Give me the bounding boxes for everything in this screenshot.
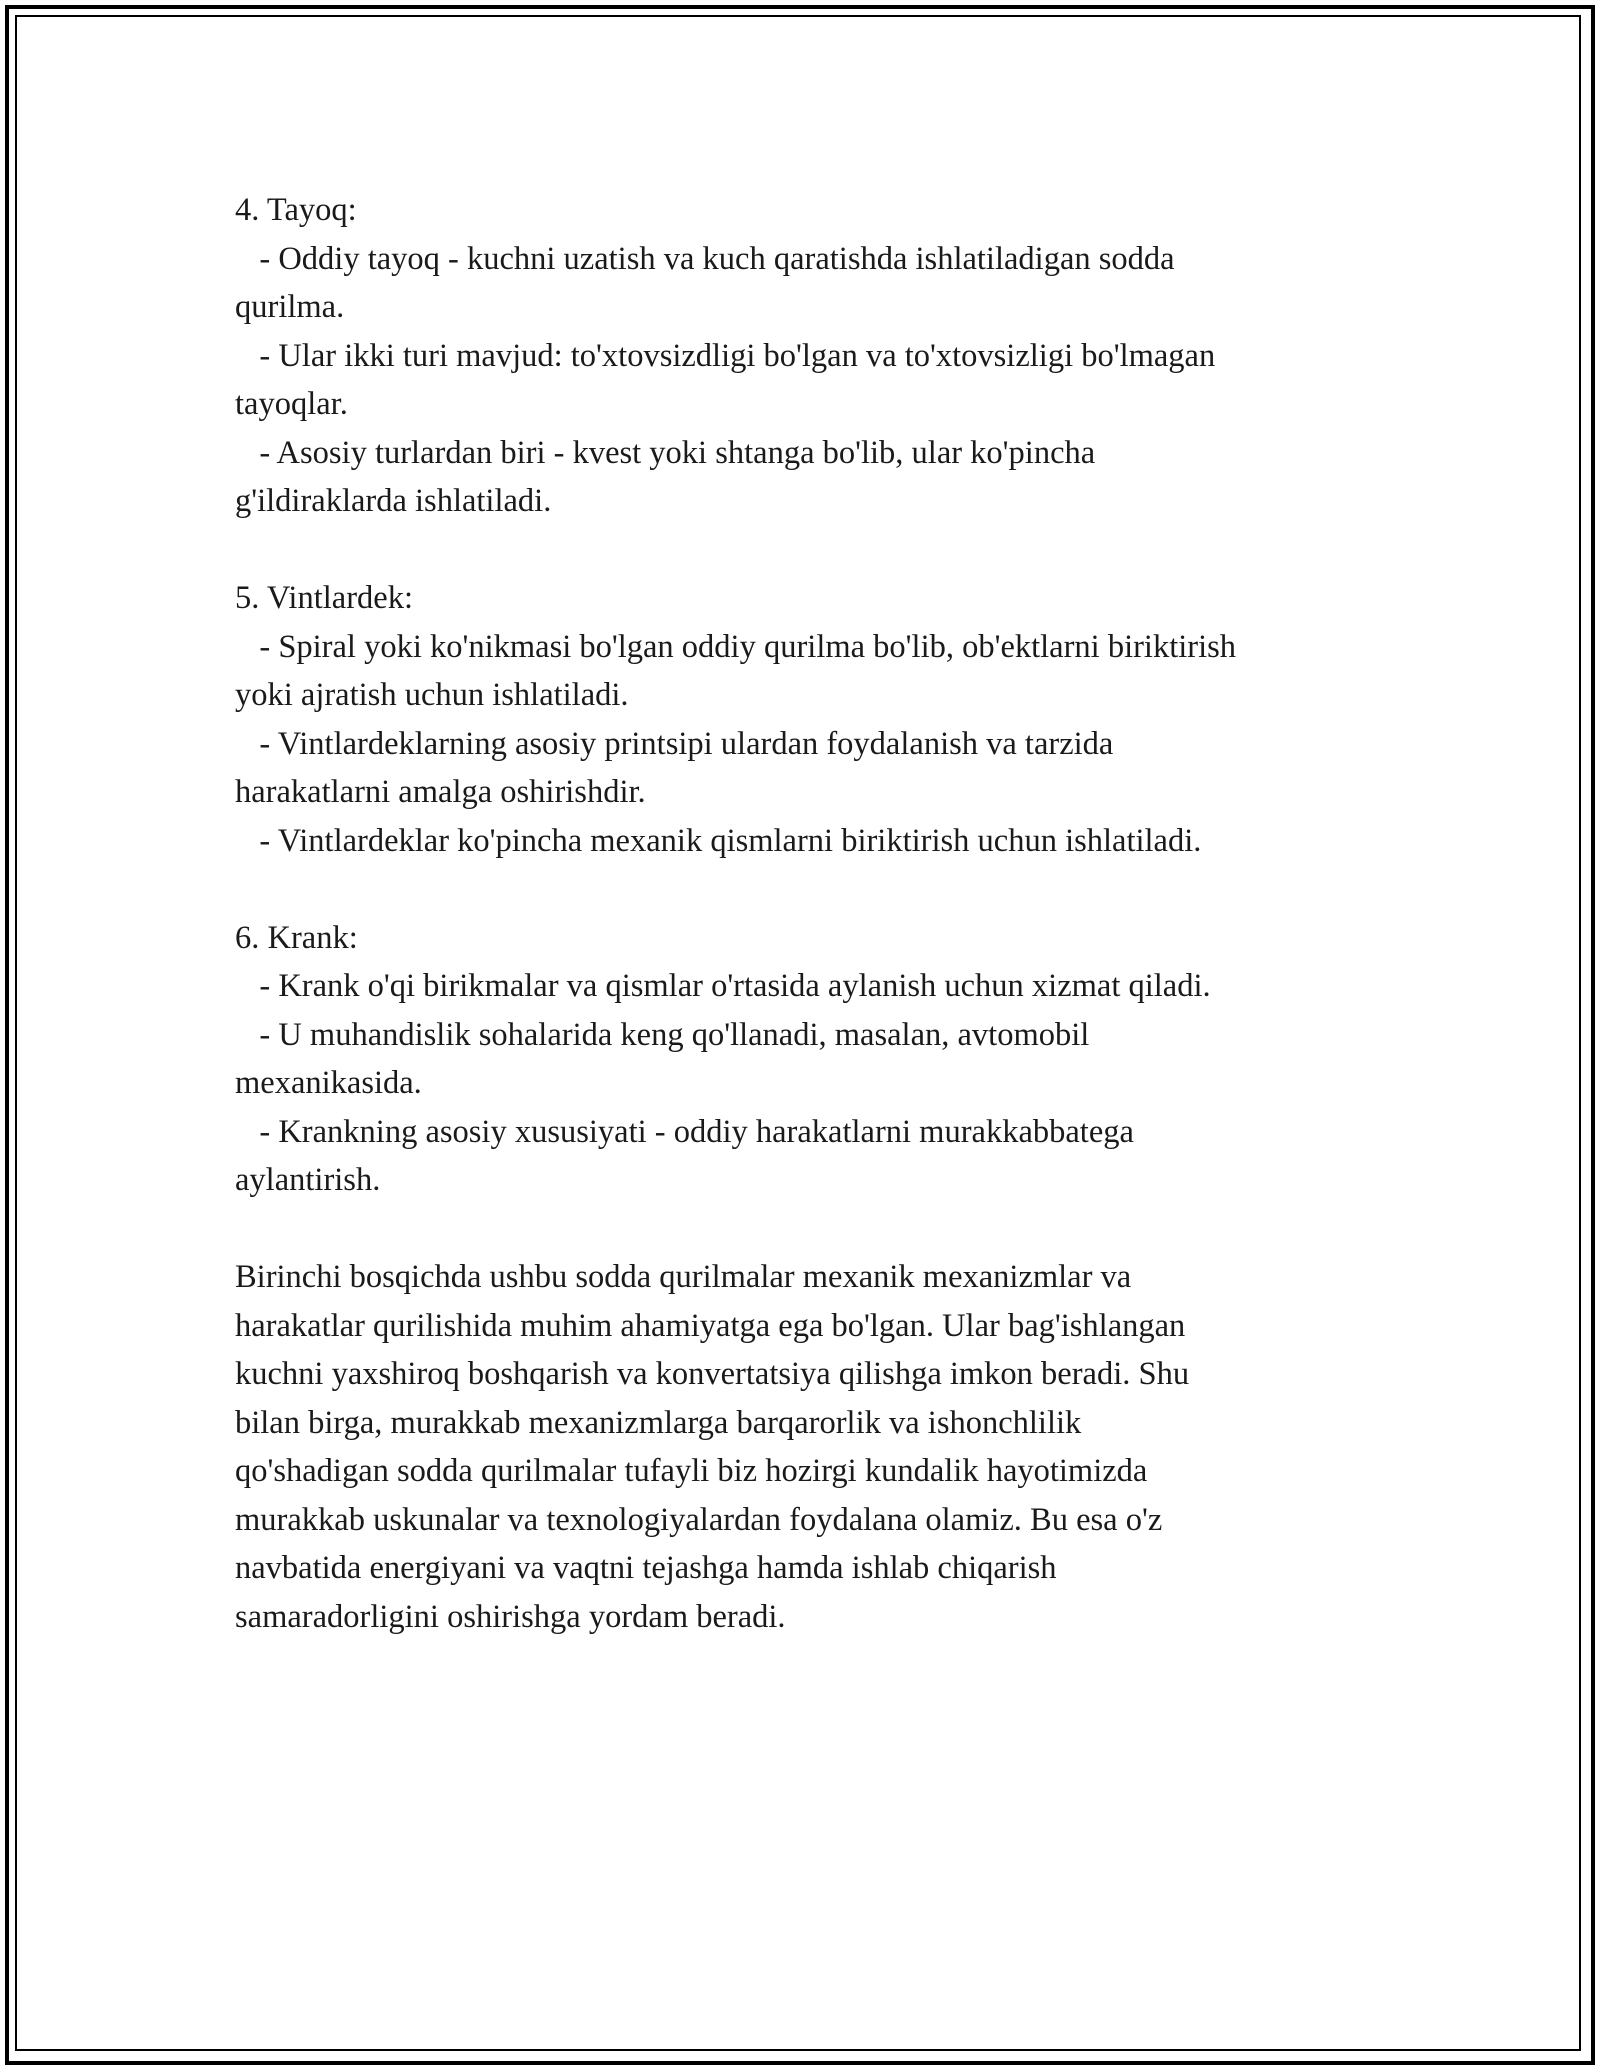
document-body	[235, 186, 1385, 1641]
text-line: murakkab uskunalar va texnologiyalardan foydalana olamiz. Bu esa o'z	[235, 1501, 1163, 1538]
section-tayoq	[235, 186, 1385, 526]
paragraph-gap	[235, 1205, 1385, 1254]
text-line: harakatlarni amalga oshirishdir.	[235, 774, 646, 810]
text-line: mexanikasida.	[235, 1065, 422, 1101]
text-line: Birinchi bosqichda ushbu sodda qurilmalar mexanik mexanizmlar va	[235, 1259, 1132, 1295]
text-line: - Vintlardeklar ko'pincha mexanik qismlarni biriktirish uchun ishlatiladi.	[235, 822, 1202, 859]
text-line: samaradorligini oshirishga yordam beradi.	[235, 1598, 786, 1635]
text-line: yoki ajratish uchun ishlatiladi.	[235, 677, 629, 713]
text-line: kuchni yaxshiroq boshqarish va konvertatsiya qilishga imkon beradi. Shu	[235, 1356, 1190, 1392]
paragraph-gap	[235, 865, 1385, 914]
section-vintlardek	[235, 574, 1385, 865]
text-line: navbatida energiyani va vaqtni tejashga hamda ishlab chiqarish	[235, 1550, 1057, 1586]
text-line: - Asosiy turlardan biri - kvest yoki shtanga bo'lib, ular ko'pincha	[235, 434, 1096, 471]
text-line: - Krank o'qi birikmalar va qismlar o'rtasida aylanish uchun xizmat qiladi.	[235, 968, 1211, 1004]
text-line: - Oddiy tayoq - kuchni uzatish va kuch qaratishda ishlatiladigan sodda	[235, 240, 1175, 277]
section-heading: 4. Tayoq:	[235, 192, 357, 228]
text-line: g'ildiraklarda ishlatiladi.	[235, 483, 552, 519]
text-line: qo'shadigan sodda qurilmalar tufayli biz hozirgi kundalik hayotimizda	[235, 1453, 1148, 1489]
text-line: - Ular ikki turi mavjud: to'xtovsizdligi bo'lgan va to'xtovsizligi bo'lmagan	[235, 337, 1216, 374]
text-line: tayoqlar.	[235, 386, 348, 422]
paragraph-gap	[235, 526, 1385, 575]
conclusion-paragraph	[235, 1253, 1385, 1641]
text-line: - Vintlardeklarning asosiy printsipi ulardan foydalanish va tarzida	[235, 725, 1114, 762]
text-line: - Spiral yoki ko'nikmasi bo'lgan oddiy qurilma bo'lib, ob'ektlarni biriktirish	[235, 628, 1237, 665]
text-line: - U muhandislik sohalarida keng qo'llanadi, masalan, avtomobil	[235, 1016, 1090, 1053]
section-heading: 6. Krank:	[235, 919, 358, 956]
section-heading: 5. Vintlardek:	[235, 580, 413, 616]
text-line: aylantirish.	[235, 1162, 381, 1198]
text-line: harakatlar qurilishida muhim ahamiyatga ega bo'lgan. Ular bag'ishlangan	[235, 1307, 1186, 1344]
section-krank	[235, 914, 1385, 1205]
text-line: - Krankning asosiy xususiyati - oddiy harakatlarni murakkabbatega	[235, 1113, 1134, 1150]
text-line: bilan birga, murakkab mexanizmlarga barqarorlik va ishonchlilik	[235, 1404, 1082, 1441]
text-line: qurilma.	[235, 289, 345, 325]
